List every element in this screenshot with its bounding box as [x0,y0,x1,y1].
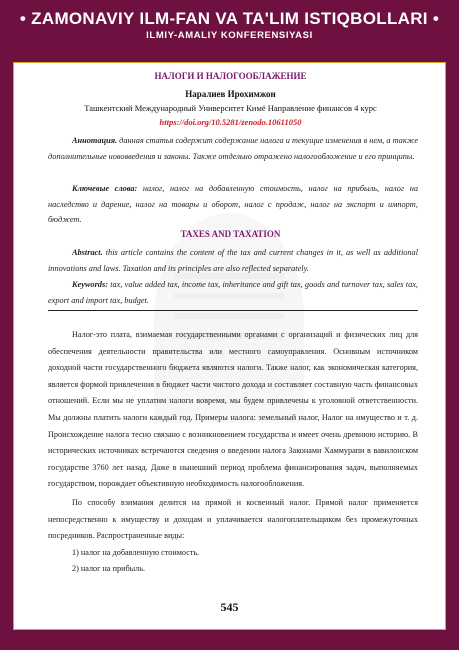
article-title: НАЛОГИ И НАЛОГООБЛАЖЕНИЕ [154,71,307,81]
body-paragraph-1: Налог-это плата, взимаемая государственными органами с организаций и физических лиц для обеспечения деятельности правительства или местного самоуправления. Основным источником доходной части государственного бюджета являются налоги. Также налог, как экономическая категория, является формой привлечения в бюджет части чистого дохода и составляет составную часть финансовых отношений. Если мы не уплатим налоги вовремя, мы будем привлечены к уголовной ответственности. Мы должны платить налоги каждый год. Примеры налога: земельный налог, Налог на имущество и т. д. Происхождение налога тесно связано с возникновением государства и имеет очень древнюю историю. В исторических источниках встречаются сведения о введении налога Законами Хаммурапи в вавилонском государстве 3760 лет назад. Даже в нынешний период проблема финансирования задач, выполняемых государством, порождает объективную необходимость налогообложения. [48,330,418,489]
document-page [13,62,446,630]
body-section [48,327,418,578]
conference-header [0,0,459,62]
list-item: 2) налог на прибыль. [72,564,145,574]
body-paragraph-2: По способу взимания делится на прямой и косвенный налог. Прямой налог применяется непосредственно к имуществу и доходам и уплачивается налогоплательщиком без промежуточных посредников. Распространенные виды: [48,497,418,541]
abstract-paragraph [48,245,418,276]
conference-title: • ZAMONAVIY ILM-FAN VA TA'LIM ISTIQBOLLARI • [19,9,440,28]
english-keywords-label: Keywords: [72,280,108,289]
keywords-paragraph [48,181,418,228]
article-affiliation: Ташкентский Международный Университет Кимё Направление финансов 4 курс [84,103,377,113]
annotation-paragraph [48,133,418,164]
annotation-label: Аннотация. [72,136,118,145]
annotation-text: данная статья содержит содержание налога и текущие изменения в нем, а также дополнительные нововведения и законы. Также отдельно отражено налогообложение и его принципы. [48,136,418,161]
keywords-text: налог, налог на добавленную стоимость, налог на прибыль, налог на наследство и дарение, налог на товары и оборот, налог с продаж, налог на экспорт и импорт, бюджет. [48,184,418,224]
keywords-label: Ключевые слова: [72,184,138,193]
english-keywords-text: tax, value added tax, income tax, inheritance and gift tax, goods and turnover tax, sales tax, export and import tax, budget. [48,280,418,305]
article-doi-link[interactable]: https://doi.org/10.5281/zenodo.10611050 [159,117,302,127]
list-item: 1) налог на добавленную стоимость. [72,547,200,557]
section-divider [48,310,418,311]
english-keywords-paragraph [48,277,418,308]
watermark-stripe [174,313,284,319]
english-title: TAXES AND TAXATION [180,229,281,239]
abstract-label: Abstract. [72,248,103,257]
page-number: 545 [220,600,239,614]
conference-subtitle: ILMIY-AMALIY KONFERENSIYASI [146,30,313,41]
abstract-text: this article contains the content of the tax and current changes in it, as well as additional innovations and laws. Taxation and its principles are also reflected separately. [48,248,418,273]
article-author: Наралиев Ирохимжон [185,89,276,99]
